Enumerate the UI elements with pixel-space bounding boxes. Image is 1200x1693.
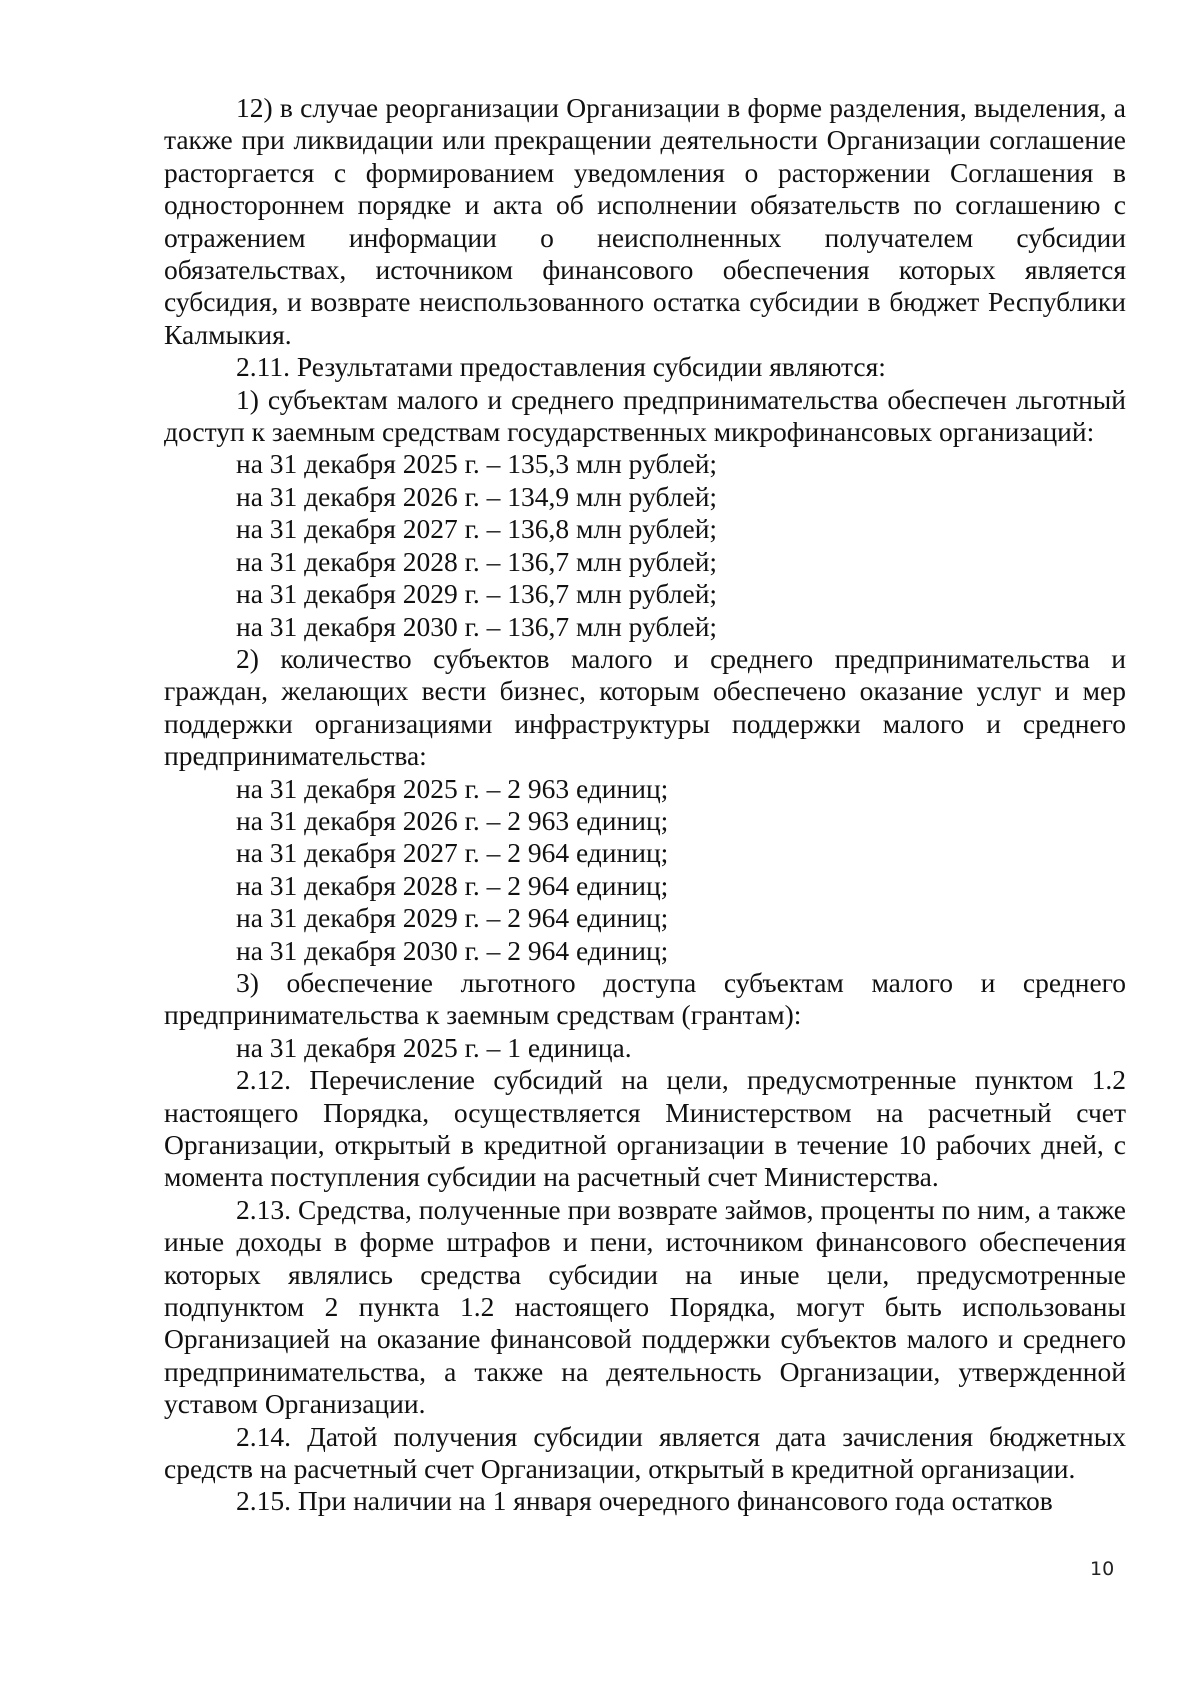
result-2-line-2030: на 31 декабря 2030 г. – 2 964 единиц;	[236, 934, 669, 966]
paragraph-2-12: 2.12. Перечисление субсидий на цели, предусмотренные пунктом 1.2 настоящего Порядка, осуществляется Министерством на расчетный счет Организации, открытый в кредитной организации в течение 10 рабочих дней, с момента поступления субсидии на расчетный счет Министерства.	[164, 1064, 1126, 1193]
result-2-line-2028: на 31 декабря 2028 г. – 2 964 единиц;	[236, 869, 669, 901]
document-body	[164, 92, 1126, 1518]
paragraph-result-2: 2) количество субъектов малого и среднего предпринимательства и граждан, желающих вести бизнес, которым обеспечено оказание услуг и мер поддержки организациями инфраструктуры поддержки малого и среднего предпринимательства:	[164, 642, 1126, 772]
result-1-line-2027: на 31 декабря 2027 г. – 136,8 млн рублей;	[236, 513, 718, 545]
result-2-line-2029: на 31 декабря 2029 г. – 2 964 единиц;	[236, 902, 669, 934]
result-3-line-2025: на 31 декабря 2025 г. – 1 единица.	[236, 1031, 632, 1063]
paragraph-item-12: 12) в случае реорганизации Организации в форме разделения, выделения, а также при ликвидации или прекращении деятельности Организации соглашение расторгается с формированием уведомления о расторжении Соглашения в одностороннем порядке и акта об исполнении обязательств по соглашению с отражением информации о неисполненных получателем субсидии обязательствах, источником финансового обеспечения которых является субсидия, и возврате неиспользованного остатка субсидии в бюджет Республики Калмыкия.	[164, 92, 1126, 350]
result-1-line-2025: на 31 декабря 2025 г. – 135,3 млн рублей;	[236, 448, 718, 480]
page-number: 10	[1090, 1558, 1115, 1580]
result-2-line-2027: на 31 декабря 2027 г. – 2 964 единиц;	[236, 837, 669, 869]
result-2-line-2025: на 31 декабря 2025 г. – 2 963 единиц;	[236, 772, 669, 804]
result-1-line-2028: на 31 декабря 2028 г. – 136,7 млн рублей;	[236, 545, 718, 577]
result-1-line-2026: на 31 декабря 2026 г. – 134,9 млн рублей;	[236, 480, 718, 512]
paragraph-2-15: 2.15. При наличии на 1 января очередного финансового года остатков	[236, 1485, 1053, 1517]
paragraph-result-1: 1) субъектам малого и среднего предпринимательства обеспечен льготный доступ к заемным средствам государственных микрофинансовых организаций:	[164, 383, 1126, 448]
result-1-line-2030: на 31 декабря 2030 г. – 136,7 млн рублей;	[236, 610, 718, 642]
paragraph-2-14: 2.14. Датой получения субсидии является дата зачисления бюджетных средств на расчетный счет Организации, открытый в кредитной организации.	[164, 1420, 1126, 1485]
result-1-line-2029: на 31 декабря 2029 г. – 136,7 млн рублей;	[236, 578, 718, 610]
result-2-line-2026: на 31 декабря 2026 г. – 2 963 единиц;	[236, 804, 669, 836]
paragraph-2-13: 2.13. Средства, полученные при возврате займов, проценты по ним, а также иные доходы в форме штрафов и пени, источником финансового обеспечения которых являлись средства субсидии на иные цели, предусмотренные подпунктом 2 пункта 1.2 настоящего Порядка, могут быть использованы Организацией на оказание финансовой поддержки субъектов малого и среднего предпринимательства, а также на деятельность Организации, утвержденной уставом Организации.	[164, 1193, 1126, 1420]
paragraph-2-11: 2.11. Результатами предоставления субсидии являются:	[236, 351, 886, 383]
paragraph-result-3: 3) обеспечение льготного доступа субъектам малого и среднего предпринимательства к заемным средствам (грантам):	[164, 966, 1126, 1031]
